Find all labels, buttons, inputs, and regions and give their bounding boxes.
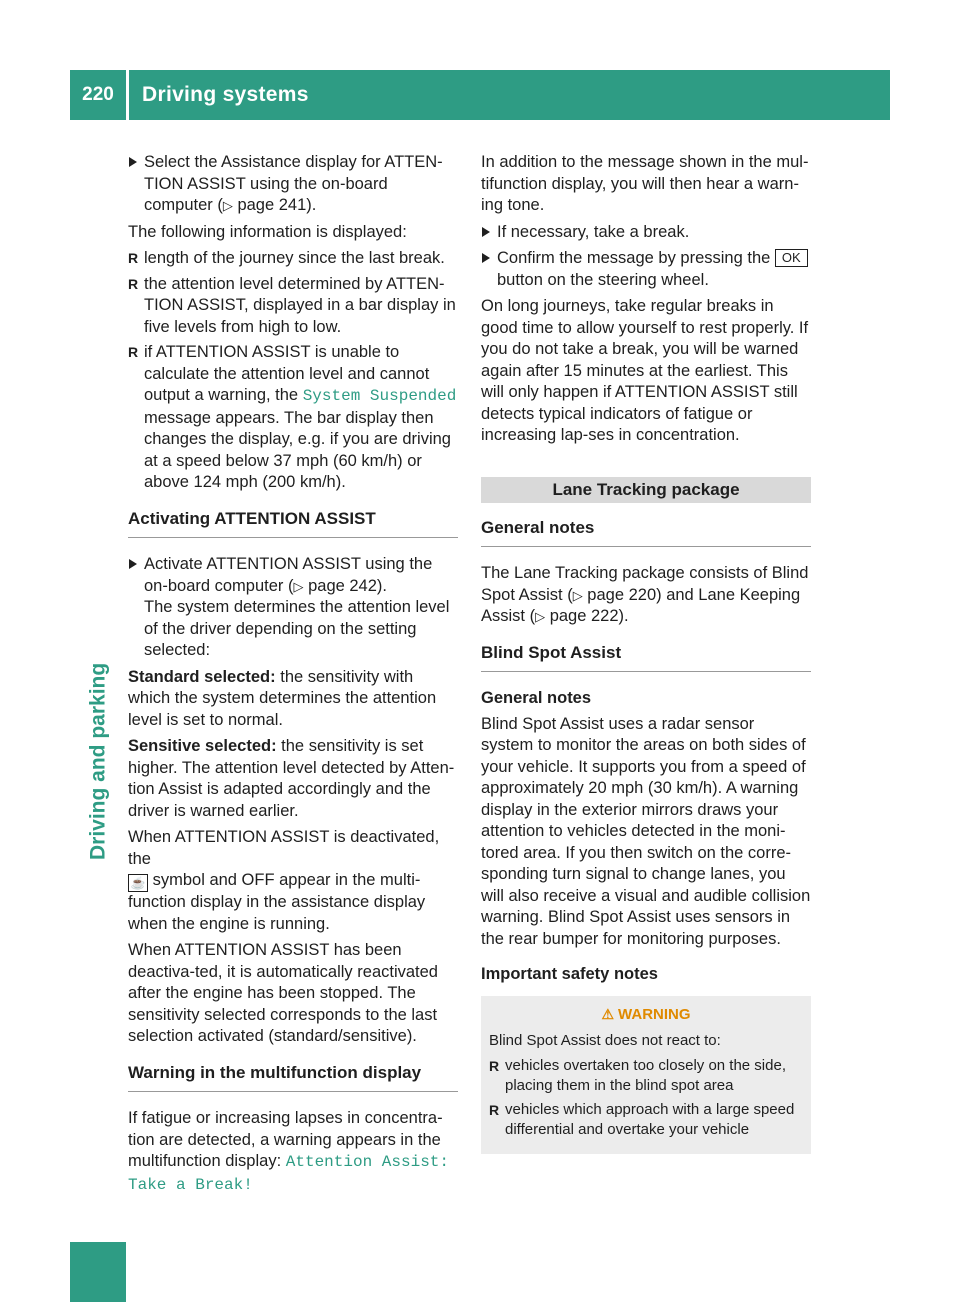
page-ref[interactable]: page 220) and Lane Keeping Assist ( [481,585,801,625]
list-item: R length of the journey since the last break. [128,248,458,270]
page-ref[interactable]: page 222). [549,607,629,625]
paragraph: The Lane Tracking package consists of Blind Spot Assist (▷ page 220) and Lane Keeping Assist (▷ page 222). [481,564,809,625]
paragraph: In addition to the message shown in the mul-tifunction display, you will then hear a warn-ing tone. [481,153,809,214]
package-heading: Lane Tracking package [481,477,811,503]
header-divider [126,70,129,120]
instruction-step: Activate ATTENTION ASSIST using the on-board computer (▷ page 242). The system determines the attention level of the driver depending on the setting selected: [128,554,458,662]
sub-heading: General notes [481,689,592,707]
right-column [481,152,811,1154]
left-column [128,152,458,1201]
section-heading: Warning in the multifunction display [128,1062,458,1093]
paragraph: Blind Spot Assist uses a radar sensor system to monitor the areas on both sides of your vehicle. It supports you from a speed of approximately 20 mph (30 km/h). A warning display in the exterior mirrors draws your attention to vehicles detected in the moni-tored area. If you then switch on the corre-sponding turn signal to change lanes, you will also receive a visual and audible collision warning. Blind Spot Assist uses sensors in the rear bumper for monitoring purposes. [481,714,811,948]
page-ref-icon: ▷ [535,609,546,624]
warning-triangle-icon: ⚠ [601,1005,615,1022]
display-message: System Suspended [302,387,457,405]
instruction-step: If necessary, take a break. [481,222,811,244]
list-item: R vehicles which approach with a large speed differential and overtake your vehicle [489,1100,803,1140]
paragraph: When ATTENTION ASSIST is deactivated, the ☕ symbol and OFF appear in the multi-function display in the assistance display when the engine is running. [128,828,440,933]
paragraph: When ATTENTION ASSIST has been deactiva-ted, it is automatically reactivated after the engine has been stopped. The sensitivity selected corresponds to the last selection activated (standard/sensitive). [128,941,438,1045]
page-ref-icon: ▷ [572,587,583,603]
paragraph: On long journeys, take regular breaks in good time to allow yourself to rest properly. If you do not take a break, you will be warned again after 15 minutes at the earliest. This will only happen if ATTENTION ASSIST still detects typical indicators of fatigue or increasing lap-ses in concentration. [481,297,809,444]
paragraph: Standard selected: the sensitivity with which the system determines the attention level is set to normal. [128,667,437,729]
chapter-tab: Driving and parking [86,662,110,860]
list-item: R if ATTENTION ASSIST is unable to calculate the attention level and cannot output a warning, the System Suspended message appears. The bar display then changes the display, e.g. if you are driving at a speed below 37 mph (60 km/h) or above 124 mph (200 km/h). [128,342,458,494]
info-intro: The following information is displayed: [128,222,407,241]
sub-heading: Important safety notes [481,965,658,983]
list-item: R vehicles overtaken too closely on the side, placing them in the blind spot area [489,1056,803,1096]
chapter-marker [70,1242,126,1302]
paragraph: Sensitive selected: the sensitivity is set higher. The attention level detected by Atten-tion Assist is adapted accordingly and the driver is warned earlier. [128,737,455,820]
paragraph: If fatigue or increasing lapses in concentra-tion are detected, a warning appears in the multifunction display: Attention Assist: Take a Break! [128,1109,449,1194]
warning-box [481,996,811,1154]
coffee-cup-icon: ☕ [128,874,148,892]
instruction-step: Select the Assistance display for ATTEN-TION ASSIST using the on-board computer (▷ page 241). [128,152,458,217]
page-ref-icon: ▷ [293,578,304,594]
section-title: Driving systems [142,83,309,107]
page-ref[interactable]: page 242). [308,576,387,595]
list-item: R the attention level determined by ATTEN-TION ASSIST, displayed in a bar display in five levels from high to low. [128,274,458,339]
page-ref[interactable]: page 241). [237,196,317,214]
warning-intro: Blind Spot Assist does not react to: [489,1031,721,1049]
warning-title: ⚠ WARNING [601,1005,691,1023]
instruction-step: Confirm the message by pressing the OK button on the steering wheel. [481,248,811,291]
section-heading: General notes [481,517,811,548]
ok-key-icon: OK [775,249,808,267]
display-message: Attention Assist: Take a Break! [128,1153,449,1194]
section-heading: Blind Spot Assist [481,642,811,673]
section-heading: Activating ATTENTION ASSIST [128,508,458,539]
page-ref-icon: ▷ [222,198,233,213]
page-number: 220 [82,84,114,106]
